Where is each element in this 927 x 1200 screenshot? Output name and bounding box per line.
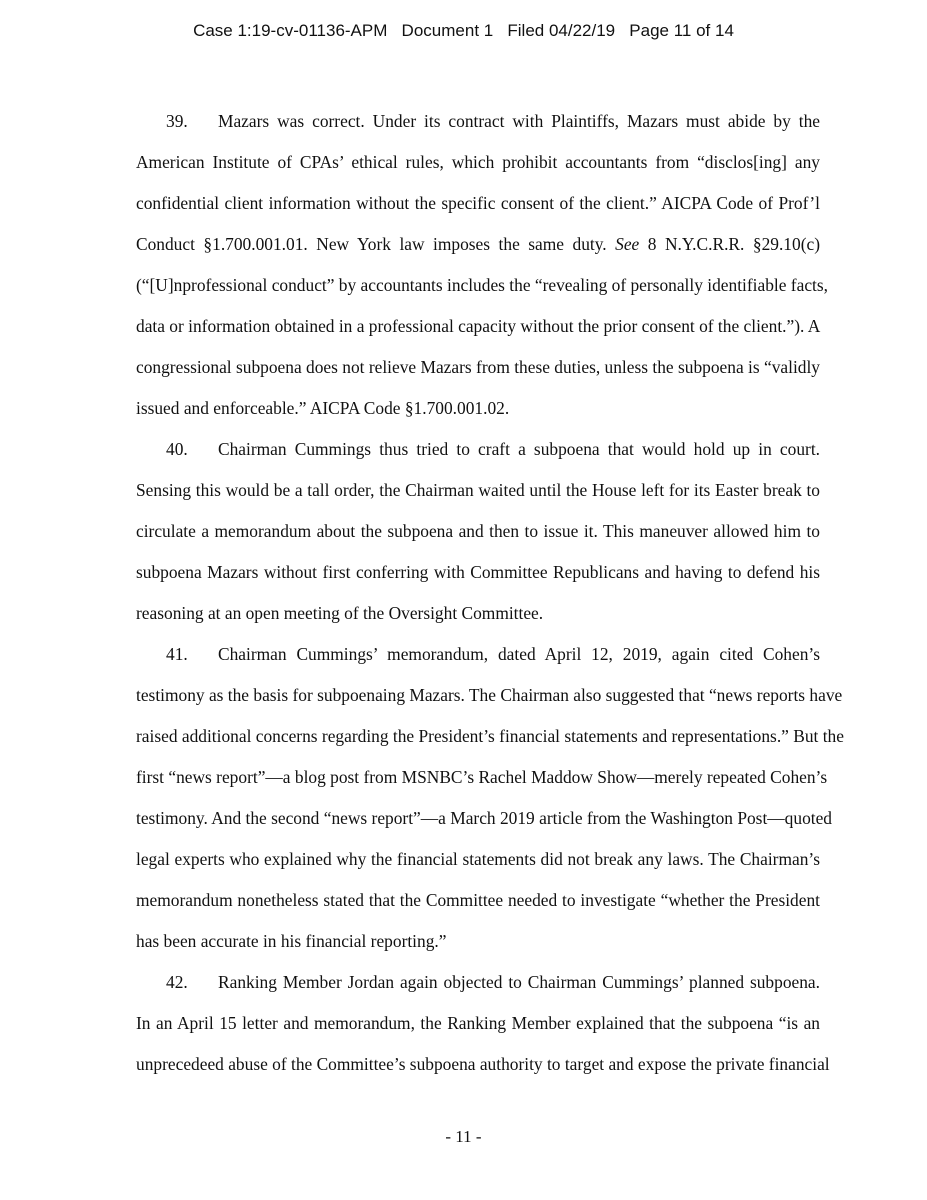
paragraph-number: 39. [166, 111, 188, 131]
paragraph-39 [136, 101, 828, 429]
text-line [136, 675, 843, 716]
paragraph-40 [136, 429, 820, 634]
text-line [136, 839, 820, 880]
text-line [136, 306, 820, 347]
case-header: Case 1:19-cv-01136-APM Document 1 Filed 04/22/19 Page 11 of 14 [193, 21, 734, 40]
line-text: reasoning at an open meeting of the Oversight Committee. [136, 603, 544, 623]
text-line [136, 1044, 830, 1085]
text-line [136, 798, 833, 839]
text-line [136, 593, 820, 634]
line-text: Chairman Cummings thus tried to craft a subpoena that would hold up in court. [218, 439, 820, 459]
paragraph-number: 42. [166, 972, 188, 992]
text-line [136, 716, 844, 757]
line-text: American Institute of CPAs’ ethical rules, which prohibit accountants from “disclos[ing] any [136, 152, 820, 172]
text-line [136, 634, 820, 675]
text-line [136, 101, 820, 142]
line-text: Ranking Member Jordan again objected to Chairman Cummings’ planned subpoena. [218, 972, 820, 992]
line-text: raised additional concerns regarding the President’s financial statements and representations.” But the [136, 726, 844, 746]
line-text: Chairman Cummings’ memorandum, dated April 12, 2019, again cited Cohen’s [218, 644, 820, 664]
text-line [136, 511, 820, 552]
citation-signal: See [615, 234, 640, 254]
text-line [136, 224, 820, 265]
line-text: data or information obtained in a professional capacity without the prior consent of the client.”). A [136, 316, 821, 336]
text-line [136, 962, 820, 1003]
line-text: issued and enforceable.” AICPA Code §1.700.001.02. [136, 398, 510, 418]
text-line [136, 470, 820, 511]
text-line [136, 347, 820, 388]
text-line [136, 757, 828, 798]
text-line [136, 921, 820, 962]
line-text: In an April 15 letter and memorandum, the Ranking Member explained that the subpoena “is an [136, 1013, 820, 1033]
text-line [136, 142, 820, 183]
line-text: Mazars was correct. Under its contract with Plaintiffs, Mazars must abide by the [218, 111, 820, 131]
paragraph-42 [136, 962, 830, 1085]
paragraph-41 [136, 634, 844, 962]
line-text: testimony. And the second “news report”—a March 2019 article from the Washington Post—quoted [136, 808, 833, 828]
line-text: legal experts who explained why the financial statements did not break any laws. The Chairman’s [136, 849, 820, 869]
text-line [136, 1003, 820, 1044]
line-text: (“[U]nprofessional conduct” by accountants includes the “revealing of personally identifiable facts, [136, 275, 828, 295]
line-text: first “news report”—a blog post from MSNBC’s Rachel Maddow Show—merely repeated Cohen’s [136, 767, 828, 787]
text-line [136, 265, 828, 306]
line-text: confidential client information without the specific consent of the client.” AICPA Code of Prof’l [136, 193, 820, 213]
paragraph-number: 41. [166, 644, 188, 664]
line-text: congressional subpoena does not relieve Mazars from these duties, unless the subpoena is “validly [136, 357, 820, 377]
paragraph-number: 40. [166, 439, 188, 459]
text-line [136, 880, 820, 921]
text-line [136, 552, 820, 593]
line-text: Sensing this would be a tall order, the Chairman waited until the House left for its Easter break to [136, 480, 820, 500]
text-line [136, 429, 820, 470]
line-text: memorandum nonetheless stated that the Committee needed to investigate “whether the President [136, 890, 820, 910]
line-text: unprecedeed abuse of the Committee’s subpoena authority to target and expose the private financial [136, 1054, 830, 1074]
line-text: Conduct §1.700.001.01. New York law imposes the same duty. See 8 N.Y.C.R.R. §29.10(c) [136, 234, 820, 254]
text-line [136, 388, 820, 429]
page-number: - 11 - [445, 1127, 482, 1146]
line-text: subpoena Mazars without first conferring with Committee Republicans and having to defend his [136, 562, 820, 582]
line-text: has been accurate in his financial reporting.” [136, 931, 447, 951]
text-line [136, 183, 820, 224]
document-body [136, 101, 844, 1085]
line-text: testimony as the basis for subpoenaing Mazars. The Chairman also suggested that “news reports have [136, 685, 843, 705]
line-text: circulate a memorandum about the subpoena and then to issue it. This maneuver allowed him to [136, 521, 820, 541]
